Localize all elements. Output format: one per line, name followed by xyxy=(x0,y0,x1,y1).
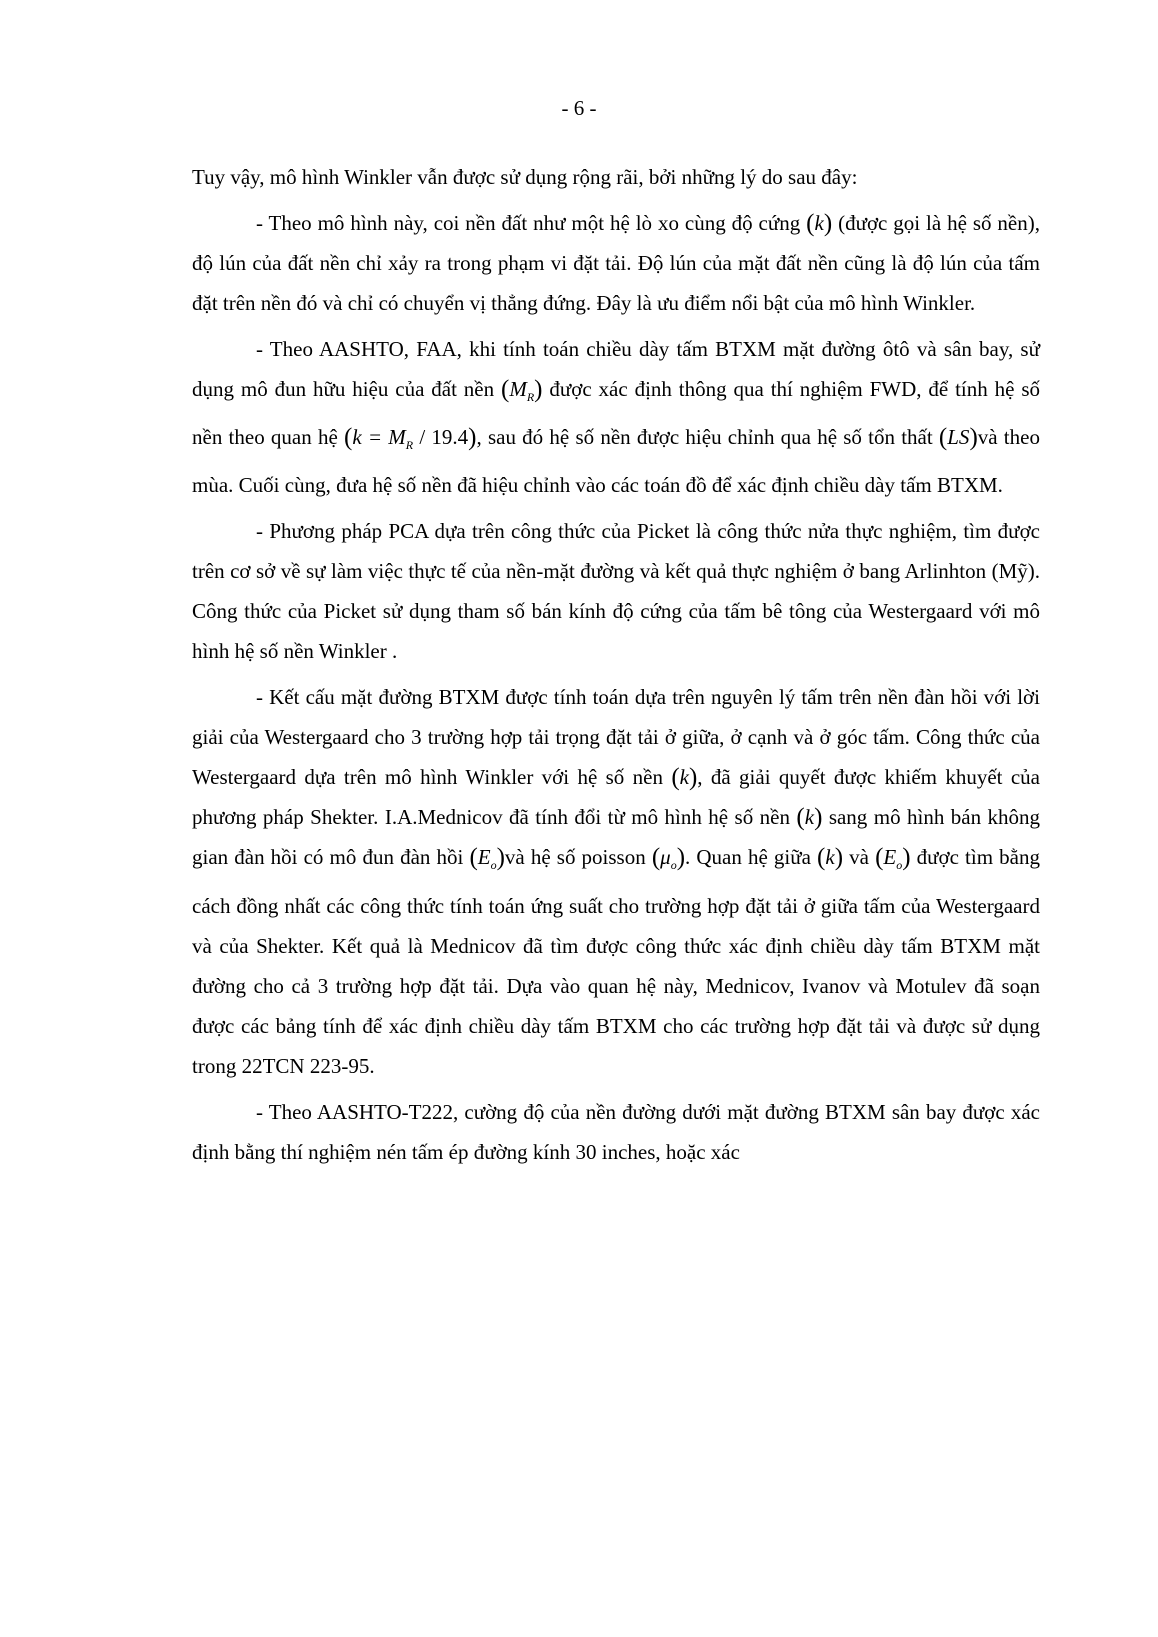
math-k: (k) xyxy=(796,804,823,832)
math-eo: $(E_o)$ xyxy=(469,844,505,873)
math-k: (k) xyxy=(817,844,844,872)
math-mu-o: $(\mu_o)$ xyxy=(651,844,686,873)
paragraph-aashto-t222: - Theo AASHTO-T222, cường độ của nền đường dưới mặt đường BTXM sân bay được xác định bằng thí nghiệm nén tấm ép đường kính 30 inches, hoặc xác xyxy=(192,1099,1040,1164)
page-number: - 6 - xyxy=(561,96,597,120)
math-ls: (LS) xyxy=(938,424,978,452)
math-k: (k) xyxy=(671,764,698,792)
math-k: (k) xyxy=(806,210,833,237)
math-eo: $(E_o)$ xyxy=(875,844,911,873)
paragraph-westergaard: - Kết cấu mặt đường BTXM được tính toán dựa trên nguyên lý tấm trên nền đàn hồi với lời giải của Westergaard cho 3 trường hợp tải trọng đặt tải ở giữa, ở cạnh và ở góc tấm. Công thức của Westergaard dựa trên mô hình Winkler với hệ số nền (k), đã giải quyết được khiếm khuyết của phương pháp Shekter. I.A.Mednicov đã tính đổi từ mô hình hệ số nền (k) sang mô hình bán không gian đàn hồi có mô đun đàn hồi $(E_o)và$ hệ số poisson $(\mu_o)$. Quan hệ giữa (k) và $(E_o)$ được tìm bằng cách đồng nhất các công thức tính toán ứng suất cho trường hợp đặt tải ở giữa tấm của Westergaard và của Shekter. Kết quả là Mednicov đã tìm được công thức xác định chiều dày tấm BTXM mặt đường cho cả 3 trường hợp đặt tải. Dựa vào quan hệ này, Mednicov, Ivanov và Motulev đã soạn được các bảng tính để xác định chiều dày tấm BTXM cho các trường hợp đặt tải và được sử dụng trong 22TCN 223-95. xyxy=(192,685,1040,1078)
math-k-equals-mr: $(k = M_R / 19.4)$ xyxy=(344,424,477,453)
paragraph-aashto-faa: - Theo AASHTO, FAA, khi tính toán chiều dày tấm BTXM mặt đường ôtô và sân bay, sử dụng mô đun hữu hiệu của đất nền $(M_R)$ được xác định thông qua thí nghiệm FWD, để tính hệ số nền theo quan hệ $(k = M_R / 19.4)$, sau đó hệ số nền được hiệu chỉnh qua hệ số tổn thất (LS)và theo mùa. Cuối cùng, đưa hệ số nền đã hiệu chỉnh vào các toán đồ để xác định chiều dày tấm BTXM. xyxy=(192,337,1040,498)
paragraph-winkler-spring: - Theo mô hình này, coi nền đất như một hệ lò xo cùng độ cứng (k) (được gọi là hệ số nền), độ lún của đất nền chỉ xảy ra trong phạm vi đặt tải. Độ lún của mặt đất nền cũng là độ lún của tấm đặt trên nền đó và chỉ có chuyển vị thẳng đứng. Đây là ưu điểm nổi bật của mô hình Winkler. xyxy=(192,210,1041,315)
document-body xyxy=(192,157,1040,1178)
paragraph-pca: - Phương pháp PCA dựa trên công thức của Picket là công thức nửa thực nghiệm, tìm được trên cơ sở về sự làm việc thực tế của nền-mặt đường và kết quả thực nghiệm ở bang Arlinhton (Mỹ). Công thức của Picket sử dụng tham số bán kính độ cứng của tấm bê tông của Westergaard với mô hình hệ số nền Winkler . xyxy=(192,519,1040,664)
math-mr: $(M_R)$ xyxy=(501,376,543,405)
paragraph-intro: Tuy vậy, mô hình Winkler vẫn được sử dụng rộng rãi, bởi những lý do sau đây: xyxy=(192,165,858,189)
